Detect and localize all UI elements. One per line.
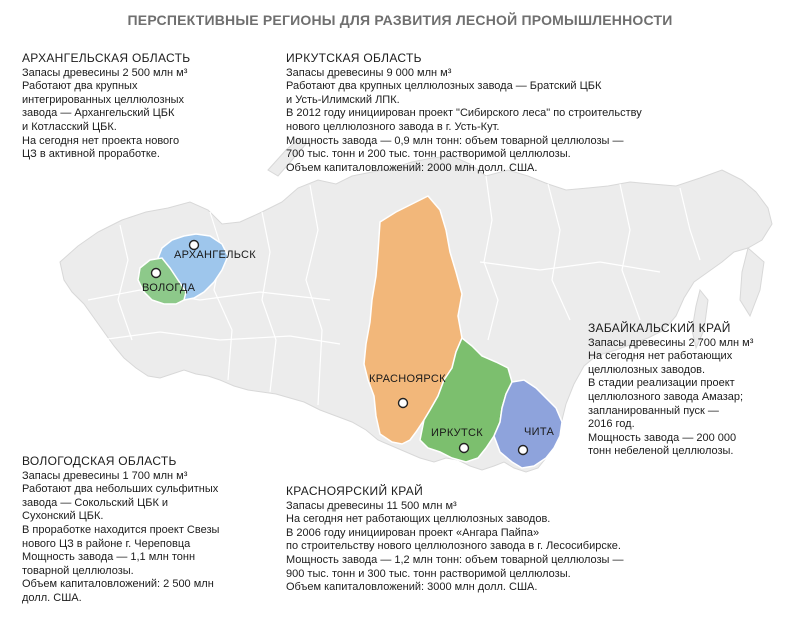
arkhangelsk-line: Работают два крупных	[22, 80, 138, 93]
kamchatka	[740, 248, 764, 316]
krasnoyarsk-line: 900 тыс. тонн и 300 тыс. тонн растворимой целлюлозы.	[286, 567, 571, 580]
irkutsk-heading: ИРКУТСКАЯ ОБЛАСТЬ	[286, 51, 422, 65]
irkutsk-marker	[460, 444, 469, 453]
zabaykalsky-line: целлюлозного завода Амазар;	[588, 390, 744, 403]
krasnoyarsk-line: Запасы древесины 11 500 млн м³	[286, 499, 457, 512]
vologda-city-label: ВОЛОГДА	[142, 282, 196, 294]
irkutsk-city-label: ИРКУТСК	[431, 427, 483, 439]
vologda-line: Сухонский ЦБК.	[22, 510, 104, 523]
vologda-line: Запасы древесины 1 700 млн м³	[22, 469, 188, 482]
arkhangelsk-info	[22, 52, 252, 162]
arkhangelsk-heading: АРХАНГЕЛЬСКАЯ ОБЛАСТЬ	[22, 51, 191, 65]
krasnoyarsk-line: Мощность завода — 1,2 млн тонн: объем товарной целлюлозы —	[286, 553, 624, 566]
arkhangelsk-line: интегрированных целлюлозных	[22, 93, 185, 106]
krasnoyarsk-line: В 2006 году инициирован проект «Ангара Пайпа»	[286, 526, 540, 539]
irkutsk-line: Запасы древесины 9 000 млн м³	[286, 66, 452, 79]
zabaykalsky-line: целлюлозных заводов.	[588, 363, 706, 376]
arkhangelsk-line: и Котласский ЦБК.	[22, 120, 117, 133]
arkhangelsk-line: завода — Архангельский ЦБК	[22, 107, 175, 120]
zabaykalsky-line: В стадии реализации проект	[588, 377, 735, 390]
irkutsk-line: Объем капиталовложений: 2000 млн долл. США.	[286, 161, 538, 174]
vologda-line: нового ЦЗ в районе г. Череповца	[22, 537, 191, 550]
vologda-line: товарной целлюлозы.	[22, 564, 134, 577]
page-title: ПЕРСПЕКТИВНЫЕ РЕГИОНЫ ДЛЯ РАЗВИТИЯ ЛЕСНОЙ ПРОМЫШЛЕННОСТИ	[127, 12, 673, 28]
irkutsk-info	[286, 52, 706, 175]
krasnoyarsk-info	[286, 485, 706, 595]
arkhangelsk-line: На сегодня нет проекта нового	[22, 134, 180, 147]
chita-city-label: ЧИТА	[524, 426, 555, 438]
vologda-line: Работают два небольших сульфитных	[22, 483, 219, 496]
chita-marker	[519, 446, 528, 455]
irkutsk-line: Работают два крупных целлюлозных завода — Братский ЦБК	[286, 80, 602, 93]
irkutsk-line: и Усть-Илимский ЛПК.	[286, 93, 400, 106]
vologda-info	[22, 455, 272, 606]
vologda-line: Мощность завода — 1,1 млн тонн	[22, 551, 196, 564]
krasnoyarsk-line: по строительству нового целлюлозного завода в г. Лесосибирске.	[286, 540, 621, 553]
krasnoyarsk-line: На сегодня нет работающих целлюлозных заводов.	[286, 513, 551, 526]
vologda-heading: ВОЛОГОДСКАЯ ОБЛАСТЬ	[22, 454, 177, 468]
arkhangelsk-city-label: АРХАНГЕЛЬСК	[174, 249, 256, 261]
krasnoyarsk-line: Объем капиталовложений: 3000 млн долл. США.	[286, 581, 538, 594]
zabaykalsky-line: Запасы древесины 2 700 млн м³	[588, 336, 754, 349]
krasnoyarsk-marker	[399, 399, 408, 408]
arkhangelsk-line: Запасы древесины 2 500 млн м³	[22, 66, 188, 79]
irkutsk-line: нового целлюлозного завода в г. Усть-Кут.	[286, 120, 500, 133]
zabaykalsky-heading: ЗАБАЙКАЛЬСКИЙ КРАЙ	[588, 321, 731, 335]
krasnoyarsk-heading: КРАСНОЯРСКИЙ КРАЙ	[286, 484, 424, 498]
zabaykalsky-line: На сегодня нет работающих	[588, 350, 733, 363]
vologda-line: завода — Сокольский ЦБК и	[22, 496, 169, 509]
arkhangelsk-line: ЦЗ в активной проработке.	[22, 148, 160, 161]
zabaykalsky-line: тонн небеленой целлюлозы.	[588, 445, 734, 458]
irkutsk-line: 700 тыс. тонн и 200 тыс. тонн растворимой целлюлозы.	[286, 148, 571, 161]
zabaykalsky-line: 2016 год.	[588, 418, 635, 431]
irkutsk-line: Мощность завода — 0,9 млн тонн: объем товарной целлюлозы —	[286, 134, 624, 147]
vologda-line: долл. США.	[22, 591, 82, 604]
zabaykalsky-line: Мощность завода — 200 000	[588, 431, 737, 444]
zabaykalsky-line: запланированный пуск —	[588, 404, 719, 417]
vologda-line: В проработке находится проект Свезы	[22, 523, 220, 536]
vologda-line: Объем капиталовложений: 2 500 млн	[22, 578, 214, 591]
vologda-marker	[152, 269, 161, 278]
zabaykalsky-info	[588, 322, 793, 459]
irkutsk-line: В 2012 году инициирован проект "Сибирского леса" по строительству	[286, 107, 642, 120]
krasnoyarsk-city-label: КРАСНОЯРСК	[369, 373, 446, 385]
